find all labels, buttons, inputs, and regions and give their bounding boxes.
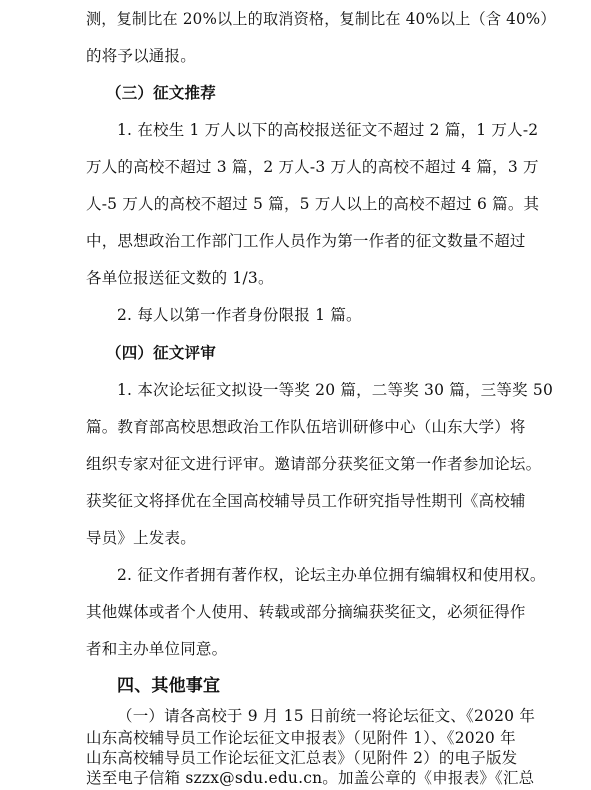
body-text-line: 组织专家对征文进行评审。邀请部分获奖征文第一作者参加论坛。 [86,455,542,473]
body-text-line: 1. 在校生 1 万人以下的高校报送征文不超过 2 篇，1 万人-2 [117,121,539,139]
body-text-line: 山东高校辅导员工作论坛征文申报表》（见附件 1）、《2020 年 [86,729,516,747]
body-text-line: 1. 本次论坛征文拟设一等奖 20 篇，二等奖 30 篇，三等奖 50 [117,381,554,399]
chapter-heading: 四、其他事宜 [117,676,221,696]
body-text-line: 人-5 万人的高校不超过 5 篇，5 万人以上的高校不超过 6 篇。其 [86,195,540,213]
section-heading: （四）征文评审 [106,344,216,362]
body-text-line: 篇。教育部高校思想政治工作队伍培训研修中心（山东大学）将 [86,418,526,436]
body-text-line: 导员》上发表。 [86,529,196,547]
body-text-line: 2. 每人以第一作者身份限报 1 篇。 [117,306,362,324]
body-text-line: 其他媒体或者个人使用、转载或部分摘编获奖征文，必须征得作 [86,603,526,621]
body-text-line: 万人的高校不超过 3 篇，2 万人-3 万人的高校不超过 4 篇，3 万 [86,158,539,176]
body-text-line: 中，思想政治工作部门工作人员作为第一作者的征文数量不超过 [86,232,526,250]
body-text-line: 送至电子信箱 szzx@sdu.edu.cn。加盖公章的《申报表》《汇总 [86,769,535,787]
section-heading: （三）征文推荐 [106,84,216,102]
body-text-line: 2. 征文作者拥有著作权，论坛主办单位拥有编辑权和使用权。 [117,566,546,584]
body-text-line: 各单位报送征文数的 1/3。 [86,269,274,287]
body-text-line: 的将予以通报。 [86,47,196,65]
body-text-line: 测，复制比在 20%以上的取消资格，复制比在 40%以上（含 40%） [86,10,556,28]
body-text-line: （一）请各高校于 9 月 15 日前统一将论坛征文、《2020 年 [117,707,536,725]
body-text-line: 山东高校辅导员工作论坛征文汇总表》（见附件 2）的电子版发 [86,749,518,767]
body-text-line: 获奖征文将择优在全国高校辅导员工作研究指导性期刊《高校辅 [86,492,526,510]
body-text-line: 者和主办单位同意。 [86,640,228,658]
